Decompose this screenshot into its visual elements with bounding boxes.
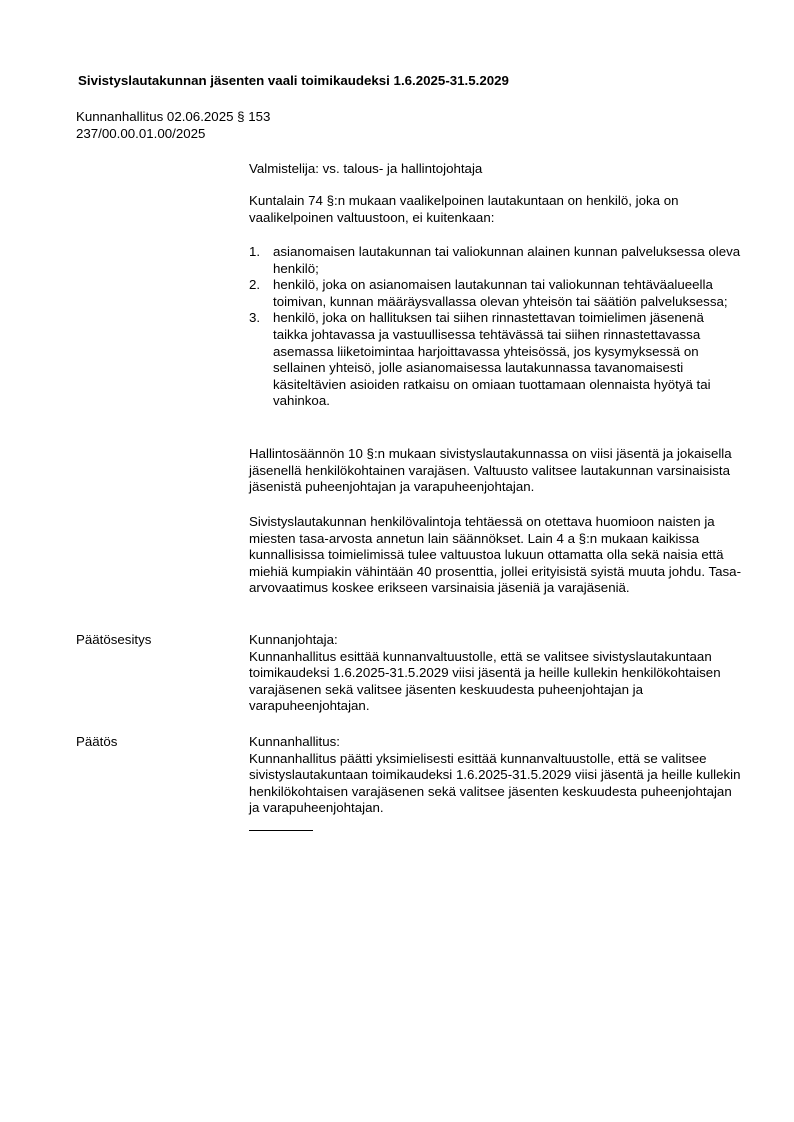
list-item-text: asianomaisen lautakunnan tai valiokunnan alainen kunnan palveluksessa oleva henkilö; (273, 244, 741, 276)
list-item-text: henkilö, joka on asianomaisen lautakunnan tai valiokunnan tehtäväalueella toimivan, kunnan määräysvallassa olevan yhteisön tai säätiön palveluksessa; (273, 277, 728, 309)
decision-block (249, 734, 741, 817)
record-id: 237/00.00.01.00/2025 (76, 125, 206, 141)
proposal-block (249, 632, 741, 715)
decision-label: Päätös (76, 734, 118, 749)
meta-block (76, 109, 270, 142)
list-item-number: 3. (249, 310, 261, 326)
proposal-label: Päätösesitys (76, 632, 152, 647)
closing-rule (249, 830, 313, 831)
list-item-text: henkilö, joka on hallituksen tai siihen rinnastettavan toimielimen jäsenenä taikka johtavassa ja vastuullisessa tehtävässä tai siihen rinnastettavassa asemassa liiketoimintaa harjoittavassa yhteisössä, jos kysymyksessä on sellainen yhteisö, jolle asianomaisessa lautakunnassa tavanomaisesti käsiteltävien asioiden ratkaisu on omiaan tuottamaan olennaista hyötyä tai vahinkoa. (273, 310, 711, 409)
eligibility-list (249, 244, 741, 410)
eligibility-list-container (249, 244, 741, 410)
list-item-number: 1. (249, 244, 261, 259)
list-item (249, 244, 741, 277)
board-meeting-line: Kunnanhallitus 02.06.2025 § 153 (76, 109, 271, 124)
tasa-arvo-paragraph: Sivistyslautakunnan henkilövalintoja tehtäessä on otettava huomioon naisten ja miesten tasa-arvosta annetun lain säännökset. Lain 4 a §:n mukaan kaikissa kunnallisissa toimielimissä tulee valtuustoa lukuun ottamatta olla sekä naisia että miehiä kumpiakin vähintään 40 prosenttia, jollei erityisistä syistä muuta johdu. Tasa-arvovaatimus koskee erikseen varsinaisia jäseniä ja varajäseniä. (249, 514, 741, 596)
list-item (249, 310, 741, 410)
proposal-text: Kunnanhallitus esittää kunnanvaltuustolle, että se valitsee sivistyslautakuntaan toimikaudeksi 1.6.2025-31.5.2029 viisi jäsentä ja heille kullekin henkilökohtaisen varajäsenen sekä valitsee jäsenten keskuudesta puheenjohtajan ja varapuheenjohtajan. (249, 648, 721, 714)
list-item-number: 2. (249, 277, 261, 293)
list-item (249, 277, 741, 310)
intro-paragraph: Kuntalain 74 §:n mukaan vaalikelpoinen lautakuntaan on henkilö, joka on vaalikelpoinen valtuustoon, ei kuitenkaan: (249, 193, 679, 225)
preparer-line: Valmistelija: vs. talous- ja hallintojohtaja (249, 161, 483, 176)
proposal-heading: Kunnanjohtaja: (249, 632, 338, 647)
page-title: Sivistyslautakunnan jäsenten vaali toimikaudeksi 1.6.2025-31.5.2029 (78, 73, 509, 88)
decision-heading: Kunnanhallitus: (249, 734, 340, 749)
decision-text: Kunnanhallitus päätti yksimielisesti esittää kunnanvaltuustolle, että se valitsee sivistyslautakuntaan toimikaudeksi 1.6.2025-31.5.2029 viisi jäsentä ja heille kullekin henkilökohtaisen varajäsenen sekä valitsee jäsenten keskuudesta puheenjohtajan ja varapuheenjohtajan. (249, 750, 741, 816)
hallintosaanto-paragraph: Hallintosäännön 10 §:n mukaan sivistyslautakunnassa on viisi jäsentä ja jokaisella jäsenellä henkilökohtainen varajäsen. Valtuusto valitsee lautakunnan varsinaisista jäsenistä puheenjohtajan ja varapuheenjohtajan. (249, 446, 732, 495)
